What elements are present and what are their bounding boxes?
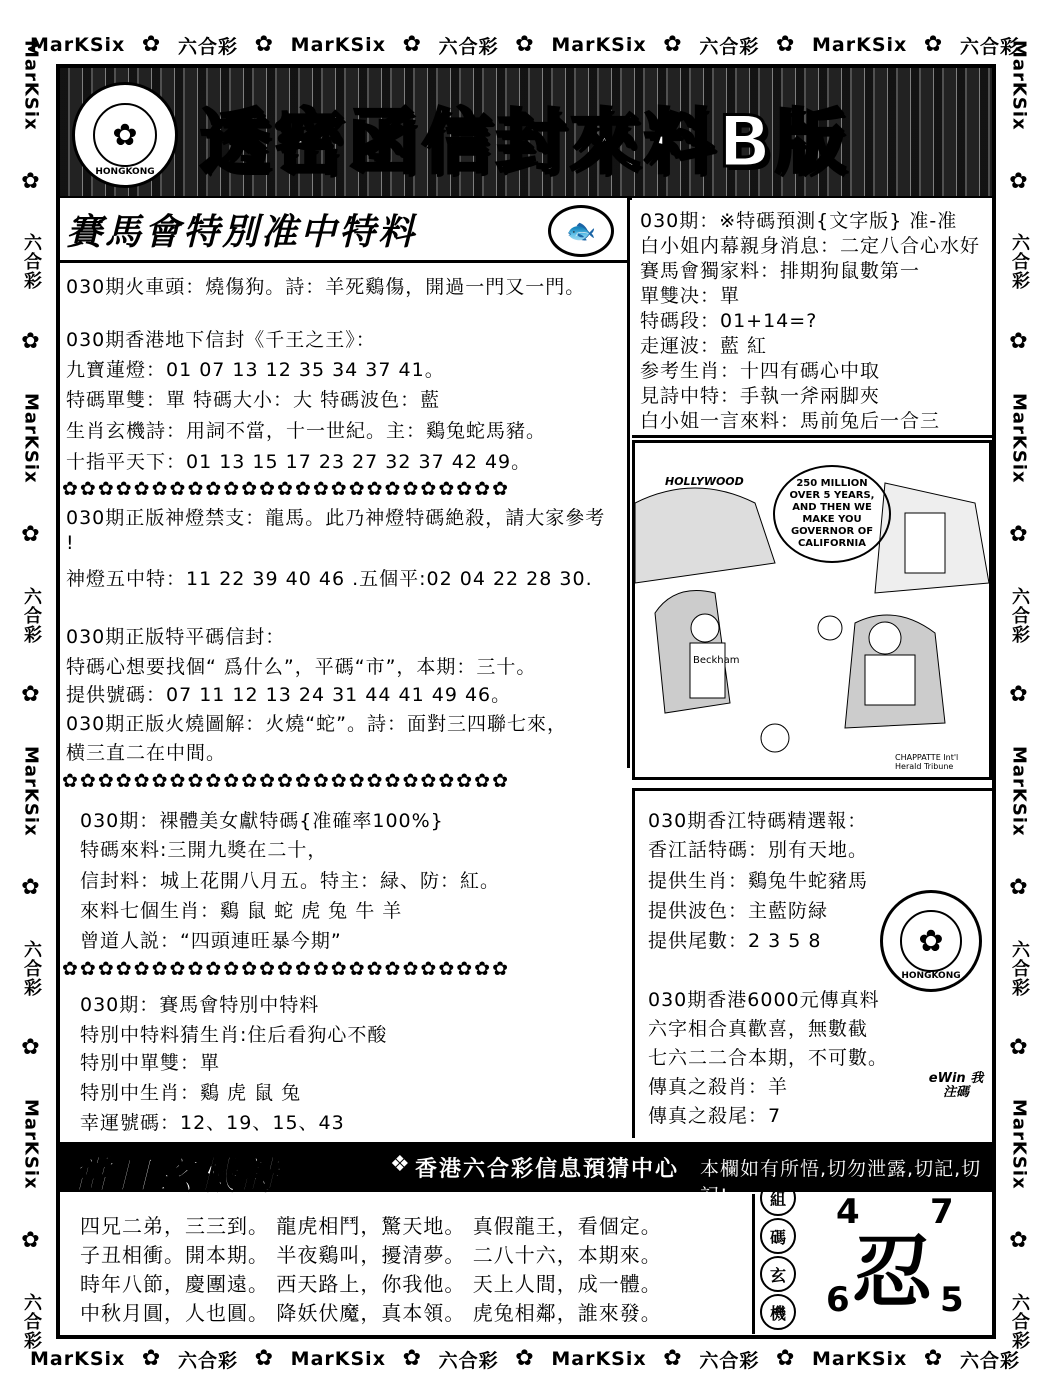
poem-divider — [752, 1194, 755, 1334]
vertical-label — [760, 1180, 796, 1330]
brand-en: MarKSix — [812, 34, 908, 56]
text-line: 030期：※特碼預測{文字版} 准-准 — [640, 210, 958, 232]
text-line: 單雙决：單 — [640, 285, 741, 307]
border-top — [30, 28, 1020, 62]
flower-divider: ✿✿✿✿✿✿✿✿✿✿✿✿✿✿✿✿✿✿✿✿✿✿✿✿✿ — [62, 770, 510, 792]
flower-icon: ✿ — [663, 1346, 683, 1371]
puzzle-number: 7 — [930, 1192, 954, 1232]
text-line: 030期香港6000元傳真料 — [648, 989, 880, 1011]
flower-icon: ✿ — [1009, 1228, 1029, 1254]
text-line: 提供生肖：鷄兔牛蛇豬馬 — [648, 870, 869, 892]
brand-zh: 六合彩 — [438, 35, 499, 58]
text-line: 030期正版火燒圖解：火燒“蛇”。詩：面對三四聯七來， — [66, 713, 567, 735]
flower-icon: ✿ — [1009, 522, 1029, 548]
brand-en: MarKSix — [1008, 746, 1030, 837]
text-line: 提供號碼：07 11 12 13 24 31 44 41 49 46。 — [66, 684, 512, 706]
vertical-char: 碼 — [760, 1218, 796, 1254]
text-line: 特別中特料猜生肖:住后看狗心不酸 — [80, 1024, 388, 1046]
text-line: 見詩中特：手執一斧兩脚夾 — [640, 385, 881, 407]
text-line: 特碼段：01+14=? — [640, 310, 818, 332]
brand-en: MarKSix — [20, 40, 42, 131]
text-line: 030期正版特平碼信封： — [66, 626, 286, 648]
poem-line: 時年八節，慶團遠。 西天路上，你我他。 天上人間，成一體。 — [80, 1272, 662, 1296]
seal-caption: HONGKONG — [95, 167, 155, 177]
text-line: 香江話特碼：別有天地。 — [648, 839, 869, 861]
flower-icon: ✿ — [141, 1346, 162, 1371]
header-banner — [60, 68, 992, 200]
brand-zh: 六合彩 — [177, 35, 238, 58]
flower-icon: ✿ — [923, 1346, 944, 1371]
flower-icon: ✿ — [254, 32, 275, 57]
vertical-char: 機 — [760, 1294, 796, 1330]
text-line: 030期香江特碼精選報： — [648, 810, 868, 832]
text-line: 七六二二合本期，不可數。 — [648, 1047, 889, 1069]
brand-zh: 六合彩 — [1009, 1292, 1030, 1350]
flower-icon: ✿ — [923, 32, 944, 57]
text-line: 傳真之殺肖：羊 — [648, 1076, 789, 1098]
text-line: 白小姐一言來料：馬前兔后一合三 — [640, 410, 941, 432]
text-line: 神燈五中特：11 22 39 40 46 .五個平:02 04 22 28 30. — [66, 568, 593, 590]
flower-icon: ✿ — [1009, 169, 1029, 195]
flower-divider: ✿✿✿✿✿✿✿✿✿✿✿✿✿✿✿✿✿✿✿✿✿✿✿✿✿ — [62, 478, 510, 500]
brand-en: MarKSix — [1008, 1099, 1030, 1191]
text-line: 白小姐内幕親身消息：二定八合心水好 — [640, 235, 981, 257]
brand-en: MarKSix — [20, 393, 42, 484]
seal-caption: HONGKONG — [901, 971, 961, 981]
hk-seal-logo — [72, 82, 178, 188]
text-line: 特碼單雙：單 特碼大小：大 特碼波色：藍 — [66, 389, 441, 411]
bauhinia-icon: ✿ — [900, 910, 962, 972]
section-title: 賽馬會特別准中特料 — [66, 212, 418, 253]
cartoon-credit: CHAPPATTE Int'l Herald Tribune — [895, 753, 959, 771]
flower-icon: ✿ — [775, 1346, 796, 1371]
flower-icon: ✿ — [21, 1035, 41, 1061]
brand-zh: 六合彩 — [21, 939, 42, 997]
text-line: 030期：裸體美女獻特碼{准確率100%} — [80, 810, 444, 832]
text-line: 提供尾數：2 3 5 8 — [648, 930, 822, 952]
brand-zh: 六合彩 — [21, 586, 42, 644]
brand-zh: 六合彩 — [21, 233, 42, 291]
text-line: 参考生肖：十四有碼心中取 — [640, 360, 881, 382]
flower-icon: ✿ — [1009, 328, 1029, 354]
text-line: 提供波色：主藍防緑 — [648, 900, 829, 922]
brand-zh: 六合彩 — [438, 1349, 499, 1372]
brand-en: MarKSix — [551, 1348, 647, 1370]
text-line: 030期火車頭：燒傷狗。詩：羊死鷄傷，開過一門又一門。 — [66, 276, 586, 298]
bauhinia-icon: ✿ — [93, 103, 157, 167]
flower-icon: ✿ — [1009, 681, 1029, 707]
text-line: 生肖玄機詩：用詞不當，十一世紀。主：鷄兔蛇馬豬。 — [66, 420, 547, 442]
text-line: 十指平天下：01 13 15 17 23 27 32 37 42 49。 — [66, 451, 532, 473]
text-line: 030期：賽馬會特別中特料 — [80, 994, 320, 1016]
ewin-logo: eWin 我注碼 — [928, 1071, 984, 1100]
brand-en: MarKSix — [30, 34, 126, 56]
brand-en: MarKSix — [1008, 40, 1030, 131]
cartoon-illustration — [632, 440, 992, 780]
brand-en: MarKSix — [30, 1348, 126, 1370]
vertical-char: 玄 — [760, 1256, 796, 1292]
brand-zh: 六合彩 — [959, 35, 1020, 58]
flower-icon: ✿ — [21, 875, 41, 901]
poem-line: 中秋月圓，人也圓。 降妖伏魔，真本領。 虎兔相鄰，誰來發。 — [80, 1301, 662, 1325]
vertical-char: 組 — [760, 1180, 796, 1216]
flower-icon: ✿ — [1009, 1035, 1029, 1061]
border-right — [996, 40, 1042, 1350]
text-line: 030期正版神燈禁支：龍馬。此乃神燈特碼絶殺，請大家參考 — [66, 507, 606, 529]
flower-icon: ✿ — [21, 681, 41, 707]
flower-icon: ✿ — [515, 32, 535, 57]
hk-seal-logo-small — [880, 890, 982, 992]
puzzle-glyph: 忍 — [852, 1226, 932, 1319]
brand-en: MarKSix — [551, 34, 647, 56]
brand-zh: 六合彩 — [699, 35, 760, 58]
fish-icon: 🐟 — [548, 205, 614, 257]
flower-icon: ✿ — [1009, 875, 1029, 901]
brand-en: MarKSix — [812, 1348, 908, 1370]
poem-header-bar — [60, 1142, 992, 1207]
flower-icon: ✿ — [21, 522, 41, 548]
brand-en: MarKSix — [20, 746, 42, 837]
flower-divider: ✿✿✿✿✿✿✿✿✿✿✿✿✿✿✿✿✿✿✿✿✿✿✿✿✿ — [62, 958, 510, 980]
brand-en: MarKSix — [1008, 393, 1030, 484]
poem-notice: 本欄如有所悟,切勿泄露,切記,切記! — [700, 1158, 982, 1207]
brand-zh: 六合彩 — [1009, 939, 1030, 997]
puzzle-number: 5 — [940, 1280, 964, 1320]
border-bottom — [30, 1342, 1020, 1376]
text-line: 特碼心想要找個“ 爲什么”，平碼“市”，本期：三十。 — [66, 656, 537, 678]
divider — [60, 260, 630, 263]
puzzle-number: 6 — [826, 1280, 850, 1320]
page-title: 透密函信封來料B版 — [200, 101, 850, 183]
text-line: 走運波：藍 紅 — [640, 335, 768, 357]
hollywood-sign: HOLLYWOOD — [665, 475, 744, 488]
flower-icon: ✿ — [663, 32, 683, 57]
flower-icon: ✿ — [21, 1228, 41, 1254]
text-line: 曾道人説：“四頭連旺暴今期” — [80, 930, 342, 952]
text-line: 來料七個生肖：鷄 鼠 蛇 虎 兔 牛 羊 — [80, 900, 403, 922]
text-line: 傳真之殺尾：7 — [648, 1105, 782, 1127]
text-line: 賽馬會獨家料：排期狗鼠數第一 — [640, 260, 921, 282]
text-line: 特別中單雙：單 — [80, 1052, 221, 1074]
poem-center-label: 香港六合彩信息預猜中心 — [415, 1157, 680, 1182]
text-line: 信封料：城上花開八月五。特主：緑、防：紅。 — [80, 870, 501, 892]
brand-en: MarKSix — [290, 34, 386, 56]
shirt-label: Beckham — [693, 655, 740, 666]
lantern-icon: ❖ — [390, 1152, 410, 1177]
flower-icon: ✿ — [141, 32, 162, 57]
brand-zh: 六合彩 — [699, 1349, 760, 1372]
brand-zh: 六合彩 — [21, 1292, 42, 1350]
flower-icon: ✿ — [21, 169, 41, 195]
flower-icon: ✿ — [515, 1346, 535, 1371]
brand-en: MarKSix — [20, 1099, 42, 1191]
text-line: 030期香港地下信封《千王之王》： — [66, 329, 376, 351]
text-line: 横三直二在中間。 — [66, 742, 227, 764]
text-line: 六字相合真歡喜，無數截 — [648, 1018, 869, 1040]
poem-line: 四兄二弟，三三到。 龍虎相鬥，驚天地。 真假龍王，看個定。 — [80, 1214, 662, 1238]
brand-zh: 六合彩 — [1009, 233, 1030, 291]
text-line: 九寶蓮燈：01 07 13 12 35 34 37 41。 — [66, 359, 445, 381]
text-line: 特碼來料:三開九獎在二十， — [80, 839, 328, 861]
brand-zh: 六合彩 — [959, 1349, 1020, 1372]
flower-icon: ✿ — [254, 1346, 275, 1371]
flower-icon: ✿ — [21, 328, 41, 354]
border-left — [8, 40, 54, 1350]
brand-zh: 六合彩 — [177, 1349, 238, 1372]
text-line: 特別中生肖：鷄 虎 鼠 兔 — [80, 1082, 302, 1104]
brand-zh: 六合彩 — [1009, 586, 1030, 644]
flower-icon: ✿ — [775, 32, 796, 57]
poem-line: 子丑相衝。開本期。 半夜鷄叫，擾清夢。 二八十六，本期來。 — [80, 1243, 662, 1267]
speech-bubble: 250 MILLION OVER 5 YEARS, AND THEN WE MAKE YOU GOVERNOR OF CALIFORNIA — [773, 465, 891, 563]
text-line: ! — [66, 532, 75, 554]
text-line: 幸運號碼：12、19、15、43 — [80, 1112, 345, 1134]
flower-icon: ✿ — [402, 1346, 423, 1371]
brand-en: MarKSix — [290, 1348, 386, 1370]
puzzle-number: 4 — [836, 1192, 860, 1232]
poem-title: 當日玄機詩 — [72, 1153, 283, 1197]
flower-icon: ✿ — [402, 32, 423, 57]
